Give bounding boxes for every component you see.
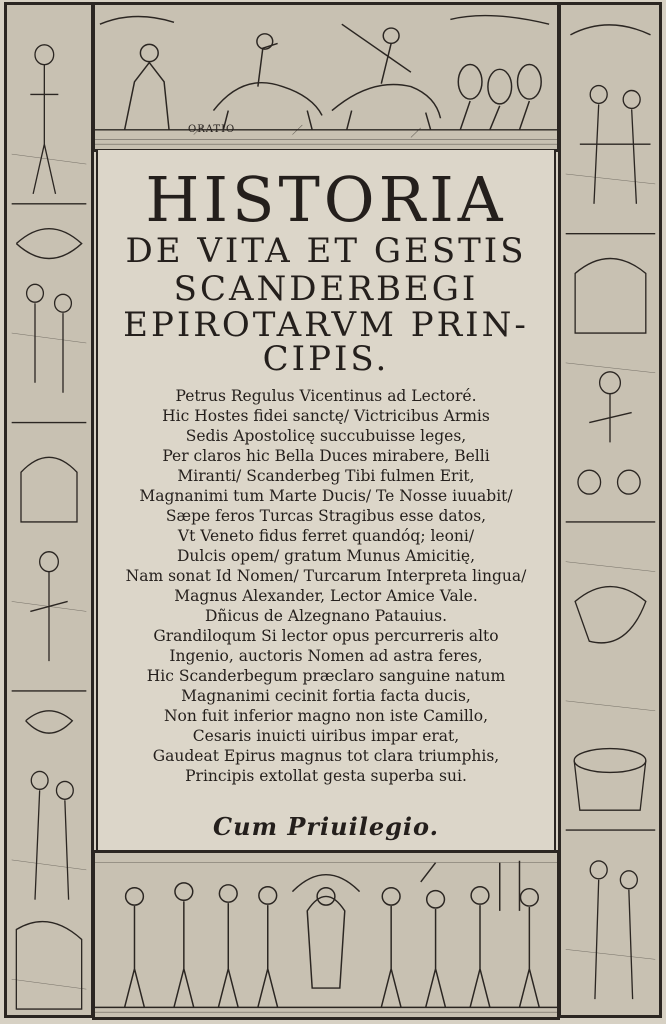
title-line-2: DE VITA ET GESTIS xyxy=(125,231,527,271)
title-line-4: EPIROTARVM PRIN- xyxy=(123,305,529,345)
verse-line: Hic Hostes fidei sanctę/ Victricibus Armis xyxy=(162,407,490,425)
verse-line: Sæpe feros Turcas Stragibus esse datos, xyxy=(165,507,487,525)
verse-line: Miranti/ Scanderbeg Tibi fulmen Erit, xyxy=(177,467,475,485)
verse-line: Magnanimi tum Marte Ducis/ Te Nosse iuuabit/ xyxy=(139,487,513,505)
verse-line: Cesaris inuicti uiribus impar erat, xyxy=(192,727,460,745)
title-text-block xyxy=(96,150,556,850)
verse-line: Magnus Alexander, Lector Amice Vale. xyxy=(174,587,478,605)
verse-line: Non fuit inferior magno non iste Camillo, xyxy=(163,707,489,725)
verse-line: Gaudeat Epirus magnus tot clara triumphis, xyxy=(152,747,500,765)
verse-line: Sedis Apostolicę succubuisse leges, xyxy=(185,427,467,445)
verse-line: Ingenio, auctoris Nomen ad astra feres, xyxy=(169,647,483,665)
verse-line: Dulcis opem/ gratum Munus Amicitię, xyxy=(176,547,476,565)
title-line-3: SCANDERBEGI xyxy=(173,269,479,309)
verse-line: Principis extollat gesta superba sui. xyxy=(185,767,467,785)
title-historia: HISTORIA xyxy=(145,163,507,236)
title-line-5: CIPIS. xyxy=(262,339,390,379)
verse-line: Nam sonat Id Nomen/ Turcarum Interpreta lingua/ xyxy=(125,567,527,585)
verse-line: Grandiloqum Si lector opus percurreris alto xyxy=(153,627,499,645)
woodcut-battle-scene xyxy=(92,2,560,152)
woodcut-procession-scene xyxy=(92,850,560,1020)
verse-line: Hic Scanderbegum præclaro sanguine natum xyxy=(146,667,506,685)
woodcut-left-border xyxy=(4,2,94,1018)
verse-line: Dñicus de Alzegnano Patauius. xyxy=(204,607,448,625)
woodcut-caption: ORATIO xyxy=(188,124,236,135)
woodcut-right-border xyxy=(558,2,662,1018)
privilege-notice: Cum Priuilegio. xyxy=(213,812,439,841)
verse-line: Per claros hic Bella Duces mirabere, Belli xyxy=(162,447,490,465)
verse-line: Petrus Regulus Vicentinus ad Lectoré. xyxy=(175,387,477,405)
verse-line: Magnanimi cecinit fortia facta ducis, xyxy=(181,687,471,705)
verse-line: Vt Veneto fidus ferret quandóq; leoni/ xyxy=(177,527,475,545)
